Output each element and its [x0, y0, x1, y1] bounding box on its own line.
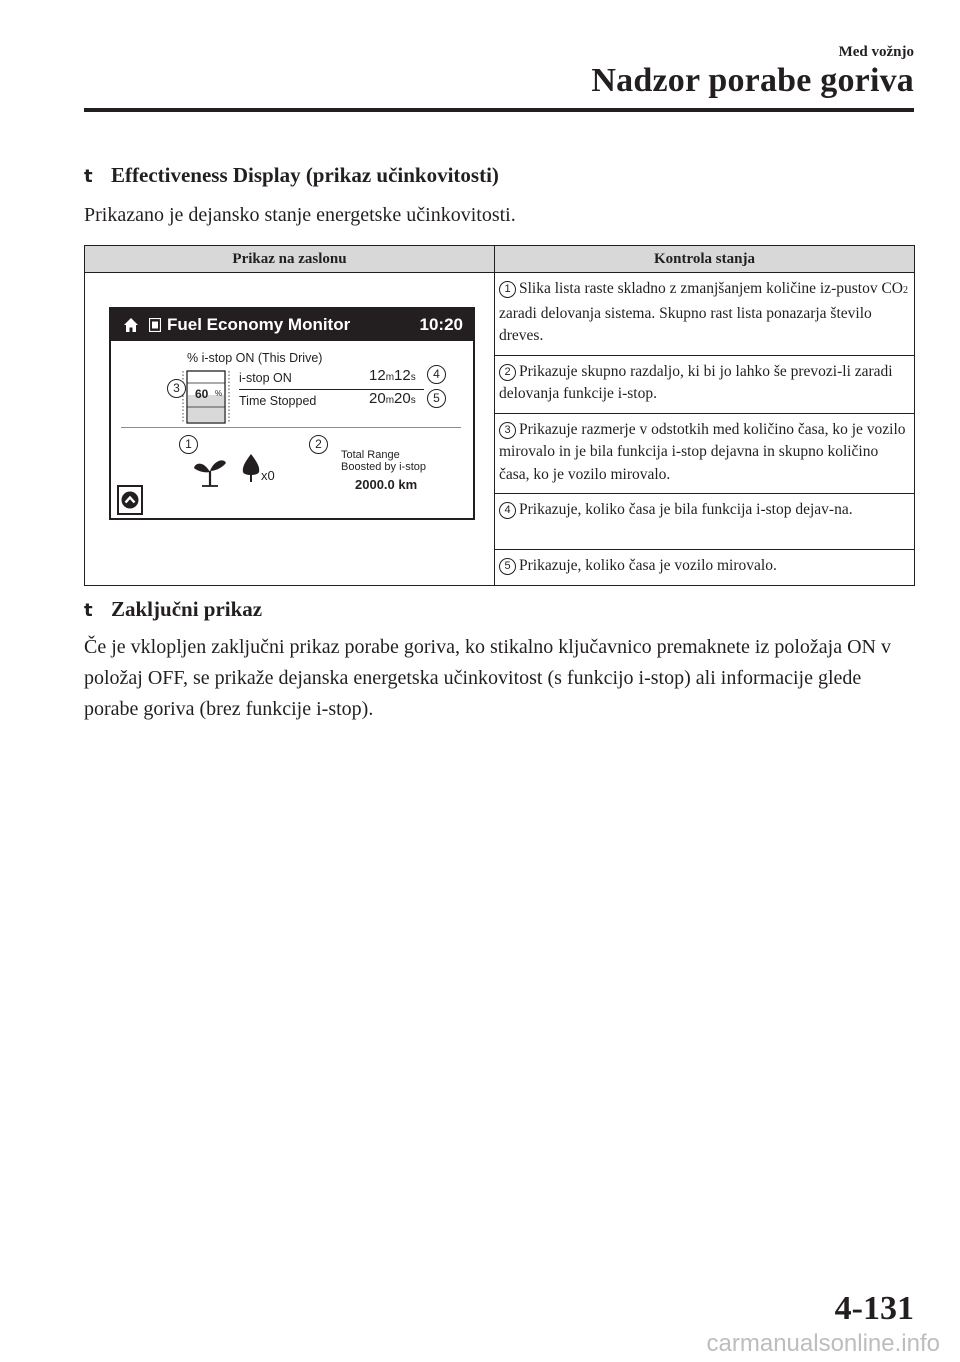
document-icon [149, 318, 161, 332]
callout-2: 2 [309, 435, 328, 454]
description-cell [495, 355, 915, 413]
gauge-value: 60 [195, 387, 209, 401]
time-stopped-value: 20m20s [369, 390, 416, 407]
home-icon [123, 317, 139, 333]
callout-1: 1 [179, 435, 198, 454]
total-range-value: 2000.0 km [355, 477, 418, 492]
total-range-label: Total Range [341, 449, 400, 461]
screen-title-bar [111, 309, 473, 341]
page-number: 4-131 [834, 1290, 914, 1327]
item-number: 2 [499, 364, 516, 381]
section-heading-final-display: Zaključni prikaz [111, 597, 263, 621]
display-illustration-cell [85, 273, 495, 586]
callout-5: 5 [427, 389, 446, 408]
istop-on-time: 12m12s [369, 367, 416, 384]
screen-clock: 10:20 [419, 315, 463, 334]
intro-paragraph: Prikazano je dejansko stanje energetske učinkovitosti. [84, 204, 516, 226]
page-title: Nadzor porabe goriva [591, 62, 914, 99]
time-stopped-label: Time Stopped [239, 394, 317, 408]
gauge-unit: % [215, 389, 223, 398]
leaf-icon [193, 457, 227, 487]
item-number: 4 [499, 502, 516, 519]
description-text: Prikazuje skupno razdaljo, ki bi jo lahko še prevozi-li zaradi delovanja funkcije i-stop. [499, 362, 893, 402]
istop-on-label: i-stop ON [239, 371, 292, 385]
header-rule [84, 108, 914, 112]
screen-title: Fuel Economy Monitor [167, 315, 351, 334]
item-number: 1 [499, 281, 516, 298]
description-cell [495, 413, 915, 494]
description-text: Prikazuje, koliko časa je bila funkcija i-stop dejav-na. [519, 501, 853, 518]
tree-icon [241, 453, 261, 483]
description-cell [495, 550, 915, 586]
final-display-paragraph: Če je vklopljen zaključni prikaz porabe goriva, ko stikalno ključavnico premaknete iz položaja ON v položaj OFF, se prikaže dejanska energetska učinkovitost (s funkcijo i-stop) ali informacije glede porabe goriva (brez funkcije i-stop). [84, 636, 891, 720]
callout-3: 3 [167, 379, 186, 398]
column-header-status: Kontrola stanja [495, 246, 915, 273]
column-header-display: Prikaz na zaslonu [85, 246, 495, 273]
section-heading-effectiveness: Effectiveness Display (prikaz učinkovitosti) [111, 163, 499, 187]
back-arrow-icon [119, 487, 141, 513]
effectiveness-table [84, 245, 915, 586]
watermark: carmanualsonline.info [706, 1330, 940, 1357]
description-text-cont: zaradi delovanja sistema. Skupno rast lista ponazarja število dreves. [499, 304, 872, 344]
table-header-row [85, 246, 915, 273]
fuel-economy-monitor-screen [109, 307, 475, 520]
item-number: 3 [499, 422, 516, 439]
description-text: Prikazuje razmerje v odstotkih med količino časa, ko je vozilo mirovalo in je bila funkcija i-stop dejavna in skupno količino časa, ko je vozilo mirovalo. [499, 420, 906, 483]
description-text: Slika lista raste skladno z zmanjšanjem količine iz-pustov CO [519, 280, 903, 297]
item-number: 5 [499, 558, 516, 575]
back-button[interactable] [117, 485, 143, 515]
description-text: Prikazuje, koliko časa je vozilo mirovalo. [519, 557, 777, 574]
subscript: 2 [902, 285, 908, 296]
description-cell [495, 273, 915, 356]
screen-divider [121, 427, 461, 428]
section-bullet: t [84, 600, 93, 621]
section-bullet: t [84, 166, 93, 187]
callout-4: 4 [427, 365, 446, 384]
boosted-by-istop-label: Boosted by i-stop [341, 461, 426, 473]
section-label: Med vožnjo [838, 44, 914, 60]
istop-percent-caption: % i-stop ON (This Drive) [187, 351, 323, 365]
table-row [85, 273, 915, 356]
description-cell [495, 494, 915, 550]
tree-count: x0 [261, 468, 275, 483]
